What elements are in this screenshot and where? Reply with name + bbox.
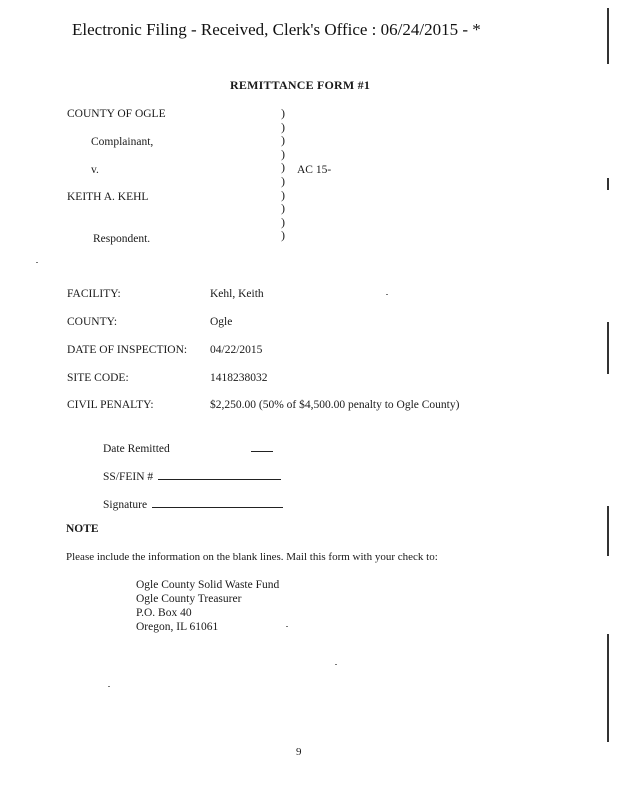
note-instruction: Please include the information on the blank lines. Mail this form with your check to: bbox=[66, 551, 438, 563]
ssn-fein-label: SS/FEIN # bbox=[103, 471, 154, 483]
page-number: 9 bbox=[296, 746, 302, 758]
scan-speck bbox=[36, 262, 38, 263]
ssn-fein-line[interactable] bbox=[158, 468, 281, 480]
field-value-civil-penalty: $2,250.00 (50% of $4,500.00 penalty to Ogle County) bbox=[210, 399, 460, 411]
scan-edge-line bbox=[607, 178, 609, 190]
field-label-civil-penalty: CIVIL PENALTY: bbox=[67, 399, 154, 411]
signature-row bbox=[103, 496, 283, 511]
field-value-site-code: 1418238032 bbox=[210, 372, 268, 384]
date-remitted-label: Date Remitted bbox=[103, 443, 170, 455]
scan-edge-line bbox=[607, 506, 609, 556]
date-remitted-line[interactable] bbox=[251, 440, 273, 452]
field-label-facility: FACILITY: bbox=[67, 288, 121, 300]
scan-edge-line bbox=[607, 8, 609, 64]
ssn-fein-row bbox=[103, 468, 281, 483]
field-label-site-code: SITE CODE: bbox=[67, 372, 129, 384]
plaintiff-role: Complainant, bbox=[91, 136, 154, 148]
field-label-inspection-date: DATE OF INSPECTION: bbox=[67, 344, 188, 356]
scan-speck bbox=[335, 664, 337, 665]
filing-stamp: Electronic Filing - Received, Clerk's Office : 06/24/2015 - * bbox=[72, 20, 481, 39]
address-line-4: Oregon, IL 61061 bbox=[136, 621, 219, 633]
field-label-county: COUNTY: bbox=[67, 316, 118, 328]
plaintiff-name: COUNTY OF OGLE bbox=[67, 108, 166, 120]
form-title: REMITTANCE FORM #1 bbox=[230, 78, 371, 92]
address-line-2: Ogle County Treasurer bbox=[136, 593, 242, 605]
case-number: AC 15- bbox=[297, 164, 332, 176]
scan-edge-line bbox=[607, 634, 609, 742]
signature-line[interactable] bbox=[152, 496, 283, 508]
field-value-county: Ogle bbox=[210, 316, 233, 328]
note-heading: NOTE bbox=[66, 523, 99, 535]
defendant-role: Respondent. bbox=[93, 233, 151, 245]
date-remitted-row bbox=[103, 440, 273, 455]
signature-label: Signature bbox=[103, 499, 148, 511]
field-value-facility: Kehl, Keith bbox=[210, 288, 264, 300]
address-line-3: P.O. Box 40 bbox=[136, 607, 192, 619]
address-line-1: Ogle County Solid Waste Fund bbox=[136, 579, 280, 591]
versus-label: v. bbox=[91, 164, 99, 176]
scan-speck bbox=[286, 626, 288, 627]
field-value-inspection-date: 04/22/2015 bbox=[210, 344, 263, 356]
scan-speck bbox=[386, 294, 388, 295]
caption-parentheses: ) ) ) ) ) ) ) ) ) ) bbox=[281, 106, 285, 243]
scan-speck bbox=[108, 686, 110, 687]
scan-edge-line bbox=[607, 322, 609, 374]
defendant-name: KEITH A. KEHL bbox=[67, 191, 149, 203]
